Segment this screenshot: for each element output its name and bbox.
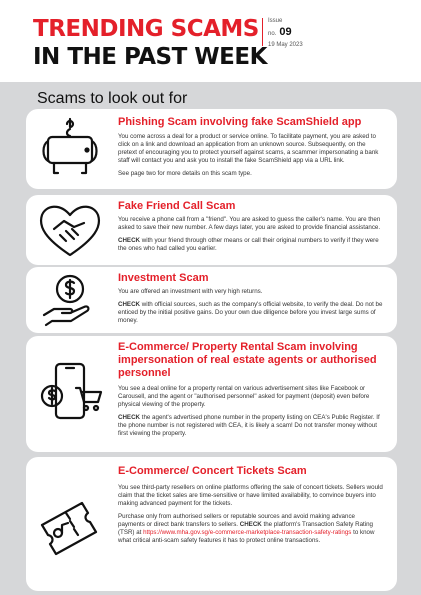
card-title: Phishing Scam involving fake ScamShield app <box>118 116 362 128</box>
issue-no-label: no. <box>268 31 277 37</box>
card-body <box>118 288 383 330</box>
card-text-span: the agent's advertised phone number in the property listing on CEA's Public Register. If the phone number is not registered with CEA, it is likely a scam! Do not transfer money without first viewing the property. <box>118 414 380 437</box>
check-label: CHECK <box>118 301 141 308</box>
card-paragraph <box>118 414 383 438</box>
title-line-1: TRENDING SCAMS <box>33 16 259 42</box>
card-title: Fake Friend Call Scam <box>118 200 236 212</box>
check-label: CHECK <box>239 521 262 528</box>
scam-card-fake-friend <box>26 195 397 265</box>
handshake-heart-icon <box>34 199 106 261</box>
tsr-link[interactable]: https://www.mha.gov.sg/e-commerce-marketplace-transaction-safety-ratings <box>143 529 352 536</box>
card-paragraph: You see a deal online for a property rental on various advertisement sites like Facebook or Carousell, and the agent or "authorised personnel" asked for payment (deposit) even before physical viewing of the property. <box>118 385 370 408</box>
issue-label: Issue <box>268 18 283 24</box>
phone-hook-icon <box>34 115 106 181</box>
card-paragraph: You are offered an investment with very high returns. <box>118 288 263 295</box>
scam-card-phishing <box>26 109 397 189</box>
check-label: CHECK <box>118 237 141 244</box>
card-paragraph: See page two for more details on this scam type. <box>118 170 252 177</box>
card-text-span: with your friend through other means or call their original numbers to verify if they were the ones who had called you earlier. <box>118 237 379 252</box>
card-body <box>118 133 383 183</box>
check-label: CHECK <box>118 414 141 421</box>
ticket-icon <box>34 495 106 557</box>
scam-card-property-rental <box>26 336 397 452</box>
card-paragraph <box>118 301 383 325</box>
scam-card-concert-tickets <box>26 457 397 591</box>
card-paragraph <box>118 237 383 253</box>
card-text-span: the platform's Transaction Safety Rating (TSR) at <box>118 521 374 536</box>
card-text-span: with official sources, such as the company's official website, to verify the deal. Do not be enticed by the initial positive gains. Do your own due diligence before you invest large sums of money. <box>118 301 383 324</box>
header <box>0 0 421 82</box>
card-title: E-Commerce/ Property Rental Scam involving impersonation of real estate agents or authorised personnel <box>118 341 377 379</box>
hand-coin-icon <box>34 271 106 329</box>
card-body <box>118 385 383 443</box>
scam-card-investment <box>26 267 397 333</box>
issue-date: 19 May 2023 <box>268 42 303 48</box>
card-title: E-Commerce/ Concert Tickets Scam <box>118 465 307 477</box>
card-paragraph: You receive a phone call from a "friend". You are asked to guess the caller's name. You are then asked to save their new number. A few days later, you are asked to provide financial assistance. <box>118 216 381 231</box>
card-paragraph <box>118 513 383 545</box>
card-paragraph: You come across a deal for a product or service online. To facilitate payment, you are asked to click on a link and download an application from an unknown source. Subsequently, on the pretext of encouraging you to protect yourself against scams, a scammer impersonating a bank staff will contact you and ask you to install the fake ScamShield app via a URL link. <box>118 133 379 164</box>
issue-number: 09 <box>279 26 292 38</box>
title-line-2: IN THE PAST WEEK <box>33 44 267 70</box>
card-title: Investment Scam <box>118 272 209 284</box>
card-text-span: Purchase only from authorised sellers or reputable sources and avoid making advance payments or direct bank transfers to sellers. <box>118 513 355 528</box>
phone-cart-icon <box>34 360 106 424</box>
card-body <box>118 216 383 258</box>
issue-row <box>268 26 292 38</box>
card-paragraph: You see third-party resellers on online platforms offering the sale of concert tickets. Sellers would claim that the ticket sales are time-sensitive or have limited availability, to convince buyers into making advanced payment for the tickets. <box>118 484 383 507</box>
card-body <box>118 484 383 550</box>
section-heading: Scams to look out for <box>37 90 188 107</box>
main-content <box>0 82 421 595</box>
card-text-span: to know what critical anti-scam safety features it has to protect online transactions. <box>118 529 375 544</box>
